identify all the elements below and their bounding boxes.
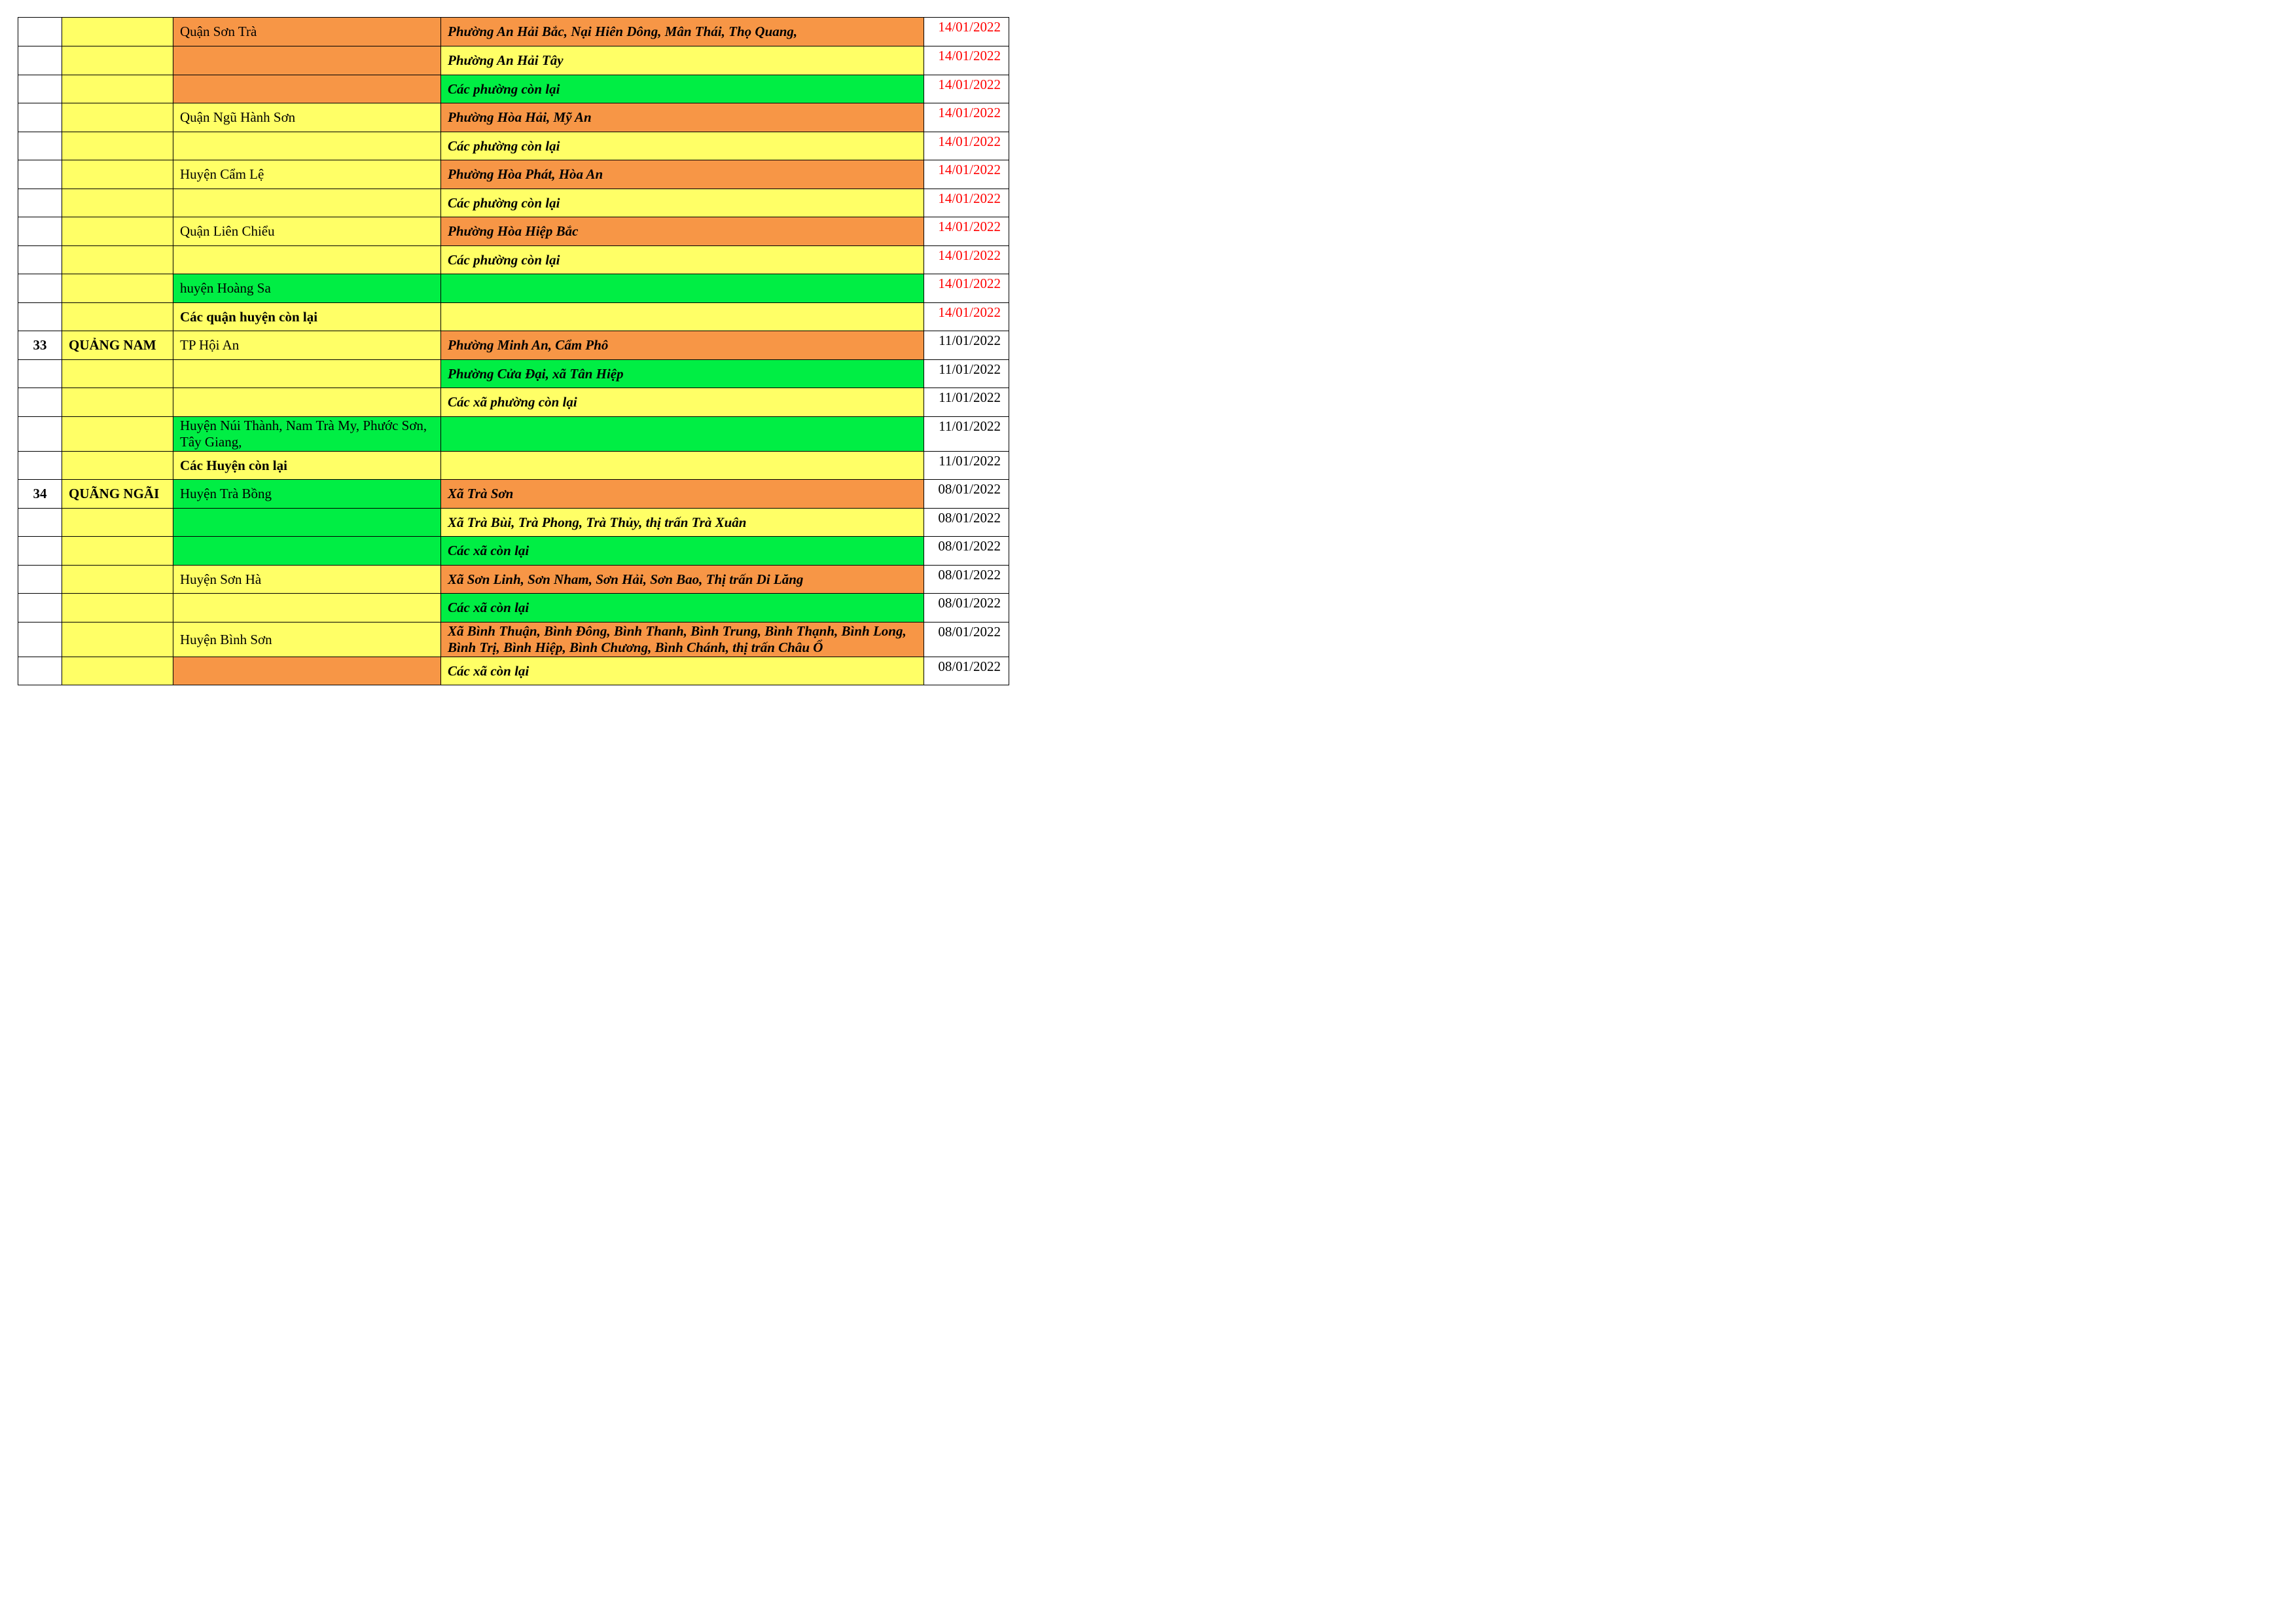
table-row xyxy=(18,331,1009,360)
table-row xyxy=(18,75,1009,103)
table-row xyxy=(18,417,1009,452)
province-cell xyxy=(62,388,173,417)
row-number-cell xyxy=(18,103,62,132)
wards-cell: Các phường còn lại xyxy=(441,75,924,103)
province-cell: QUẢNG NAM xyxy=(62,331,173,360)
province-cell xyxy=(62,537,173,566)
province-cell xyxy=(62,360,173,388)
district-cell xyxy=(173,189,441,217)
wards-cell: Các xã phường còn lại xyxy=(441,388,924,417)
wards-cell: Xã Trà Bùi, Trà Phong, Trà Thủy, thị trấn Trà Xuân xyxy=(441,509,924,537)
wards-cell: Phường Cửa Đại, xã Tân Hiệp xyxy=(441,360,924,388)
province-cell xyxy=(62,452,173,480)
date-cell: 11/01/2022 xyxy=(924,417,1009,452)
wards-cell: Phường An Hải Bắc, Nại Hiên Dông, Mân Thái, Thọ Quang, xyxy=(441,18,924,46)
district-cell: Các Huyện còn lại xyxy=(173,452,441,480)
district-cell xyxy=(173,75,441,103)
date-cell: 11/01/2022 xyxy=(924,331,1009,360)
district-cell xyxy=(173,537,441,566)
date-cell: 08/01/2022 xyxy=(924,509,1009,537)
row-number-cell xyxy=(18,509,62,537)
row-number-cell xyxy=(18,46,62,75)
row-number-cell xyxy=(18,217,62,246)
province-cell xyxy=(62,509,173,537)
table-row xyxy=(18,160,1009,189)
date-cell: 14/01/2022 xyxy=(924,18,1009,46)
table-row xyxy=(18,274,1009,303)
date-cell: 14/01/2022 xyxy=(924,246,1009,274)
date-cell: 14/01/2022 xyxy=(924,75,1009,103)
province-cell xyxy=(62,594,173,623)
province-cell xyxy=(62,103,173,132)
table-row xyxy=(18,132,1009,160)
date-cell: 14/01/2022 xyxy=(924,103,1009,132)
wards-cell: Các phường còn lại xyxy=(441,132,924,160)
province-cell xyxy=(62,217,173,246)
row-number-cell xyxy=(18,246,62,274)
row-number-cell xyxy=(18,417,62,452)
row-number-cell xyxy=(18,594,62,623)
table-row xyxy=(18,189,1009,217)
district-cell xyxy=(173,594,441,623)
wards-cell: Phường Hòa Hiệp Bắc xyxy=(441,217,924,246)
table-row xyxy=(18,46,1009,75)
district-cell: Huyện Trà Bồng xyxy=(173,480,441,509)
table-row xyxy=(18,537,1009,566)
district-cell: Huyện Cẩm Lệ xyxy=(173,160,441,189)
wards-cell: Phường Hòa Phát, Hòa An xyxy=(441,160,924,189)
date-cell: 14/01/2022 xyxy=(924,46,1009,75)
district-cell xyxy=(173,132,441,160)
district-cell: TP Hội An xyxy=(173,331,441,360)
date-cell: 14/01/2022 xyxy=(924,303,1009,331)
district-cell: Quận Ngũ Hành Sơn xyxy=(173,103,441,132)
zone-table xyxy=(18,17,1009,685)
district-cell: Huyện Núi Thành, Nam Trà My, Phước Sơn, Tây Giang, xyxy=(173,417,441,452)
date-cell: 11/01/2022 xyxy=(924,452,1009,480)
district-cell xyxy=(173,657,441,685)
province-cell xyxy=(62,274,173,303)
district-cell xyxy=(173,360,441,388)
district-cell: huyện Hoàng Sa xyxy=(173,274,441,303)
table-row xyxy=(18,103,1009,132)
row-number-cell xyxy=(18,452,62,480)
row-number-cell xyxy=(18,388,62,417)
row-number-cell: 33 xyxy=(18,331,62,360)
district-cell: Huyện Sơn Hà xyxy=(173,566,441,594)
table-row xyxy=(18,480,1009,509)
table-row xyxy=(18,360,1009,388)
table-row xyxy=(18,452,1009,480)
province-cell xyxy=(62,18,173,46)
district-cell: Huyện Bình Sơn xyxy=(173,623,441,657)
district-cell: Quận Liên Chiểu xyxy=(173,217,441,246)
row-number-cell xyxy=(18,18,62,46)
district-cell xyxy=(173,46,441,75)
district-cell: Quận Sơn Trà xyxy=(173,18,441,46)
date-cell: 14/01/2022 xyxy=(924,132,1009,160)
row-number-cell xyxy=(18,623,62,657)
table-row xyxy=(18,388,1009,417)
table-row xyxy=(18,623,1009,657)
row-number-cell xyxy=(18,303,62,331)
table-row xyxy=(18,509,1009,537)
wards-cell: Phường Minh An, Cẩm Phô xyxy=(441,331,924,360)
date-cell: 11/01/2022 xyxy=(924,388,1009,417)
wards-cell: Xã Trà Sơn xyxy=(441,480,924,509)
date-cell: 08/01/2022 xyxy=(924,566,1009,594)
province-cell xyxy=(62,246,173,274)
wards-cell: Các xã còn lại xyxy=(441,537,924,566)
wards-cell: Các phường còn lại xyxy=(441,246,924,274)
table-row xyxy=(18,566,1009,594)
date-cell: 14/01/2022 xyxy=(924,274,1009,303)
district-cell: Các quận huyện còn lại xyxy=(173,303,441,331)
wards-cell xyxy=(441,417,924,452)
row-number-cell xyxy=(18,189,62,217)
table-row xyxy=(18,246,1009,274)
province-cell xyxy=(62,189,173,217)
province-cell xyxy=(62,566,173,594)
date-cell: 14/01/2022 xyxy=(924,160,1009,189)
row-number-cell xyxy=(18,657,62,685)
district-cell xyxy=(173,509,441,537)
province-cell xyxy=(62,46,173,75)
table-row xyxy=(18,657,1009,685)
province-cell xyxy=(62,417,173,452)
date-cell: 14/01/2022 xyxy=(924,189,1009,217)
district-cell xyxy=(173,246,441,274)
province-cell xyxy=(62,160,173,189)
date-cell: 14/01/2022 xyxy=(924,217,1009,246)
district-cell xyxy=(173,388,441,417)
wards-cell: Các xã còn lại xyxy=(441,594,924,623)
table-row xyxy=(18,303,1009,331)
province-cell xyxy=(62,657,173,685)
wards-cell xyxy=(441,274,924,303)
wards-cell: Phường Hòa Hải, Mỹ An xyxy=(441,103,924,132)
row-number-cell xyxy=(18,360,62,388)
row-number-cell xyxy=(18,132,62,160)
table-row xyxy=(18,18,1009,46)
table-row xyxy=(18,594,1009,623)
date-cell: 08/01/2022 xyxy=(924,657,1009,685)
wards-cell: Phường An Hải Tây xyxy=(441,46,924,75)
row-number-cell xyxy=(18,160,62,189)
row-number-cell xyxy=(18,274,62,303)
province-cell xyxy=(62,75,173,103)
date-cell: 08/01/2022 xyxy=(924,537,1009,566)
province-cell xyxy=(62,132,173,160)
wards-cell: Các phường còn lại xyxy=(441,189,924,217)
wards-cell xyxy=(441,303,924,331)
date-cell: 08/01/2022 xyxy=(924,623,1009,657)
wards-cell xyxy=(441,452,924,480)
date-cell: 08/01/2022 xyxy=(924,594,1009,623)
row-number-cell xyxy=(18,566,62,594)
wards-cell: Xã Sơn Linh, Sơn Nham, Sơn Hải, Sơn Bao, Thị trấn Di Lăng xyxy=(441,566,924,594)
row-number-cell xyxy=(18,75,62,103)
province-cell xyxy=(62,303,173,331)
row-number-cell xyxy=(18,537,62,566)
wards-cell: Xã Bình Thuận, Bình Đông, Bình Thanh, Bình Trung, Bình Thạnh, Bình Long, Bình Trị, Bình Hiệp, Bình Chương, Bình Chánh, thị trấn Châu Ổ xyxy=(441,623,924,657)
table-row xyxy=(18,217,1009,246)
province-cell xyxy=(62,623,173,657)
province-cell: QUÃNG NGÃI xyxy=(62,480,173,509)
wards-cell: Các xã còn lại xyxy=(441,657,924,685)
date-cell: 11/01/2022 xyxy=(924,360,1009,388)
date-cell: 08/01/2022 xyxy=(924,480,1009,509)
row-number-cell: 34 xyxy=(18,480,62,509)
